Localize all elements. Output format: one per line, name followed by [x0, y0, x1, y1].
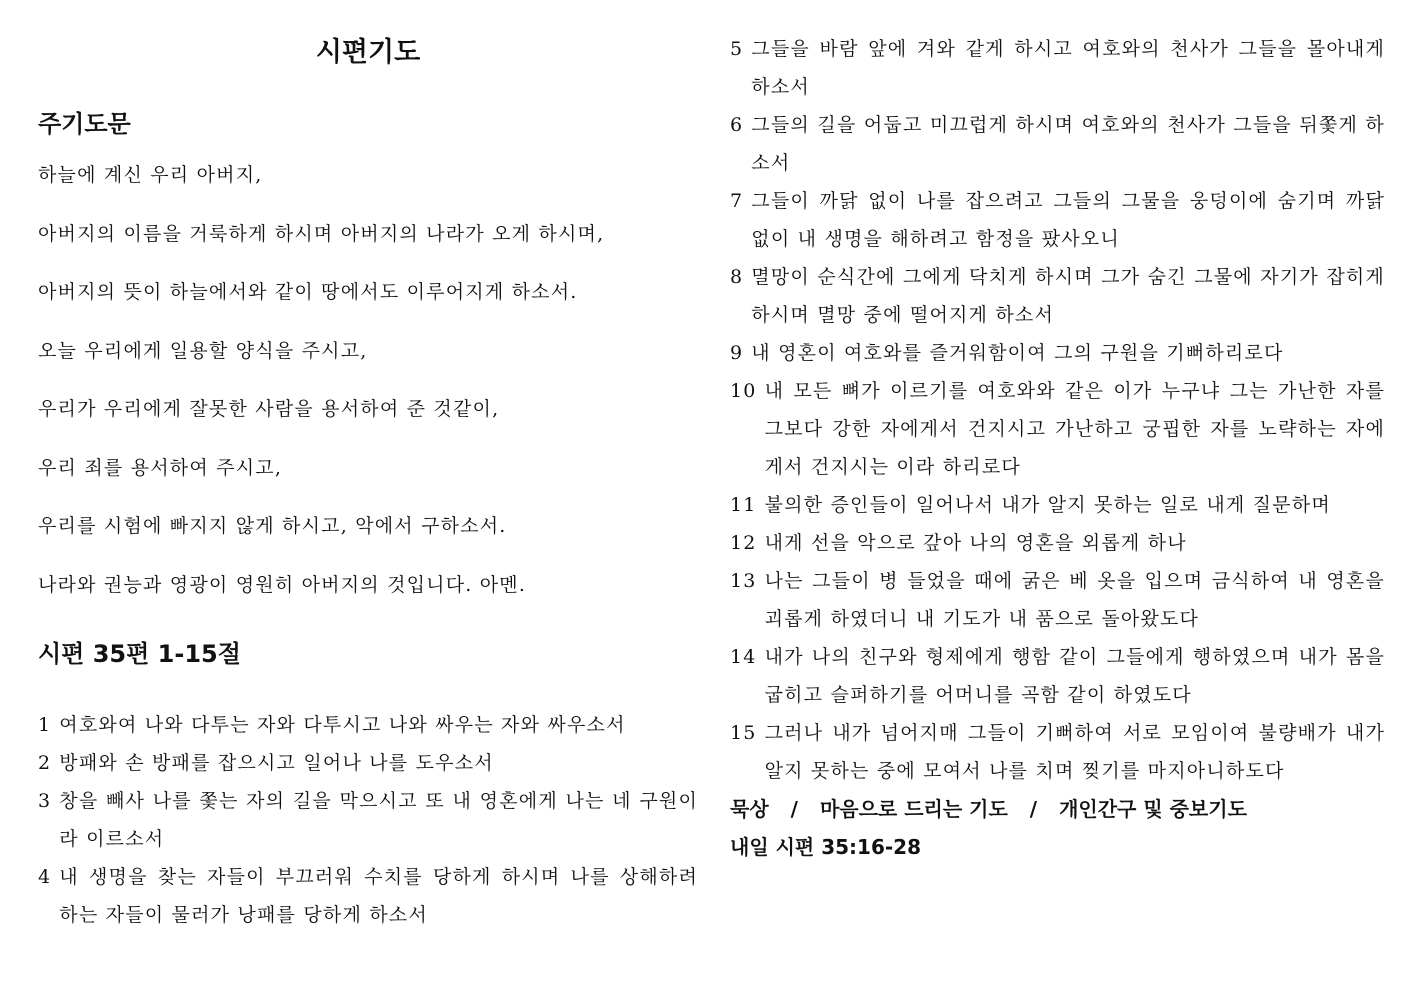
verse-text: 내 생명을 찾는 자들이 부끄러워 수치를 당하게 하시며 나를 상해하려 하는 자들이 물러가 낭패를 당하게 하소서 [59, 866, 698, 926]
verse-text: 그들이 까닭 없이 나를 잡으려고 그들의 그물을 웅덩이에 숨기며 까닭 없이 내 생명을 해하려고 함정을 팠사오니 [751, 190, 1385, 250]
prayer-line: 아버지의 뜻이 하늘에서와 같이 땅에서도 이루어지게 하소서. [38, 281, 578, 303]
verse-number: 8 [730, 266, 744, 288]
prayer-line: 우리를 시험에 빠지지 않게 하시고, 악에서 구하소서. [38, 515, 507, 537]
psalm-verse [730, 714, 1385, 790]
prayer-line: 나라와 권능과 영광이 영원히 아버지의 것입니다. 아멘. [38, 573, 527, 596]
psalm-verse [38, 744, 698, 782]
verse-number: 5 [730, 38, 744, 60]
psalm-verse [38, 782, 698, 858]
verse-number: 11 [730, 494, 757, 516]
verse-text: 그러나 내가 넘어지매 그들이 기뻐하여 서로 모임이여 불량배가 내가 알지 못하는 중에 모여서 나를 치며 찢기를 마지아니하도다 [764, 722, 1385, 782]
verse-text: 멸망이 순식간에 그에게 닥치게 하시며 그가 숨긴 그물에 자기가 잡히게 하시며 멸망 중에 떨어지게 하소서 [751, 266, 1385, 326]
step-separator: / [1029, 797, 1038, 821]
psalm-verse [730, 182, 1385, 258]
meditation-steps [730, 790, 1385, 828]
prayer-line: 우리가 우리에게 잘못한 사람을 용서하여 준 것같이, [38, 398, 500, 420]
psalm-verse [730, 258, 1385, 334]
psalm-verses-right [730, 30, 1385, 790]
psalm-verse [730, 372, 1385, 486]
verse-number: 4 [38, 866, 52, 888]
psalm-verse [730, 524, 1385, 562]
verse-text: 그들을 바람 앞에 겨와 같게 하시고 여호와의 천사가 그들을 몰아내게 하소서 [751, 38, 1385, 98]
verse-text: 그들의 길을 어둡고 미끄럽게 하시며 여호와의 천사가 그들을 뒤쫓게 하소서 [751, 114, 1385, 174]
psalm-heading: 시편 35편 1-15절 [38, 640, 241, 668]
verse-number: 10 [730, 380, 757, 402]
verse-text: 내가 나의 친구와 형제에게 행함 같이 그들에게 행하였으며 내가 몸을 굽히고 슬퍼하기를 어머니를 곡함 같이 하였도다 [764, 646, 1385, 706]
step-heart-prayer: 마음으로 드리는 기도 [819, 797, 1008, 821]
step-meditation: 묵상 [730, 797, 769, 821]
psalm-verse [730, 562, 1385, 638]
verse-number: 1 [38, 714, 52, 736]
lords-prayer-text [38, 160, 698, 628]
prayer-line: 하늘에 계신 우리 아버지, [38, 164, 263, 186]
verse-text: 창을 빼사 나를 쫓는 자의 길을 막으시고 또 내 영혼에게 나는 네 구원이라 이르소서 [59, 790, 698, 850]
psalm-verse [730, 334, 1385, 372]
verse-number: 3 [38, 790, 52, 812]
prayer-line: 우리 죄를 용서하여 주시고, [38, 456, 283, 479]
verse-number: 7 [730, 190, 744, 212]
page-title: 시편기도 [315, 37, 421, 68]
verse-number: 2 [38, 752, 52, 774]
step-intercession: 개인간구 및 중보기도 [1059, 797, 1247, 821]
prayer-line: 아버지의 이름을 거룩하게 하시며 아버지의 나라가 오게 하시며, [38, 222, 605, 245]
verse-text: 내게 선을 악으로 갚아 나의 영혼을 외롭게 하나 [764, 532, 1187, 554]
verse-number: 13 [730, 570, 757, 592]
psalm-verse [38, 706, 698, 744]
lords-prayer-heading: 주기도문 [38, 110, 131, 138]
prayer-line: 오늘 우리에게 일용할 양식을 주시고, [38, 339, 368, 362]
verse-number: 9 [730, 342, 744, 364]
psalm-verse [730, 106, 1385, 182]
verse-number: 15 [730, 722, 757, 744]
verse-text: 여호와여 나와 다투는 자와 다투시고 나와 싸우는 자와 싸우소서 [59, 714, 626, 736]
psalm-verse [730, 486, 1385, 524]
verse-text: 방패와 손 방패를 잡으시고 일어나 나를 도우소서 [59, 752, 494, 774]
left-column [38, 30, 698, 934]
verse-number: 6 [730, 114, 744, 136]
psalm-verse [730, 638, 1385, 714]
right-column [730, 30, 1385, 866]
verse-text: 불의한 증인들이 일어나서 내가 알지 못하는 일로 내게 질문하며 [764, 494, 1331, 516]
psalm-verse [38, 858, 698, 934]
verse-text: 내 모든 뼈가 이르기를 여호와와 같은 이가 누구냐 그는 가난한 자를 그보다 강한 자에게서 건지시고 가난하고 궁핍한 자를 노략하는 자에게서 건지시는 이라 하리로다 [764, 380, 1385, 478]
verse-text: 내 영혼이 여호와를 즐거워함이여 그의 구원을 기뻐하리로다 [751, 342, 1284, 364]
psalm-verses-left [38, 706, 698, 934]
psalm-verse [730, 30, 1385, 106]
verse-number: 14 [730, 646, 757, 668]
verse-text: 나는 그들이 병 들었을 때에 굵은 베 옷을 입으며 금식하여 내 영혼을 괴롭게 하였더니 내 기도가 내 품으로 돌아왔도다 [764, 570, 1385, 630]
verse-number: 12 [730, 532, 757, 554]
step-separator: / [790, 797, 798, 821]
next-reading: 내일 시편 35:16-28 [730, 835, 922, 859]
